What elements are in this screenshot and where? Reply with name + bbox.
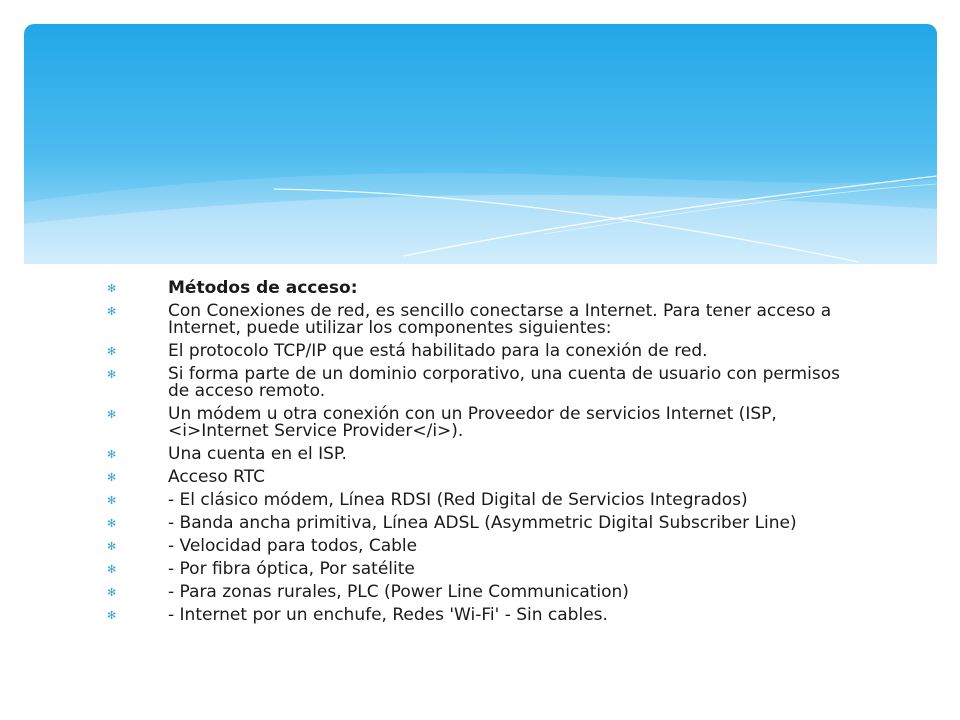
list-item [104, 406, 844, 440]
list-item-text: Métodos de acceso: [168, 278, 358, 298]
list-item [104, 446, 844, 463]
list-item [104, 469, 844, 486]
list-item [104, 561, 844, 578]
list-item-text: - Velocidad para todos, Cable [168, 536, 418, 556]
list-item-text: - Por fibra óptica, Por satélite [168, 559, 415, 579]
asterisk-bullet-icon: ✻ [107, 368, 117, 381]
list-item [104, 280, 844, 297]
asterisk-bullet-icon: ✻ [107, 609, 117, 622]
list-item-text: El protocolo TCP/IP que está habilitado para la conexión de red. [168, 341, 708, 361]
list-item [104, 366, 844, 400]
asterisk-bullet-icon: ✻ [107, 305, 117, 318]
list-item-text: Acceso RTC [168, 467, 265, 487]
asterisk-bullet-icon: ✻ [107, 282, 117, 295]
bullet-list [104, 280, 844, 630]
list-item-text: - El clásico módem, Línea RDSI (Red Digital de Servicios Integrados) [168, 490, 748, 510]
list-item-text: Una cuenta en el ISP. [168, 444, 347, 464]
list-item [104, 303, 844, 337]
list-item [104, 538, 844, 555]
asterisk-bullet-icon: ✻ [107, 586, 117, 599]
list-item [104, 584, 844, 601]
list-item-text: - Banda ancha primitiva, Línea ADSL (Asymmetric Digital Subscriber Line) [168, 513, 797, 533]
list-item-text: Con Conexiones de red, es sencillo conectarse a Internet. Para tener acceso a Internet, puede utilizar los componentes siguientes: [168, 301, 832, 338]
header-banner [24, 24, 937, 264]
asterisk-bullet-icon: ✻ [107, 408, 117, 421]
asterisk-bullet-icon: ✻ [107, 494, 117, 507]
list-item-text: - Para zonas rurales, PLC (Power Line Communication) [168, 582, 629, 602]
list-item-text: Si forma parte de un dominio corporativo, una cuenta de usuario con permisos de acceso remoto. [168, 364, 840, 401]
asterisk-bullet-icon: ✻ [107, 448, 117, 461]
banner-graphic [24, 24, 937, 264]
list-item [104, 607, 844, 624]
asterisk-bullet-icon: ✻ [107, 471, 117, 484]
asterisk-bullet-icon: ✻ [107, 563, 117, 576]
list-item [104, 492, 844, 509]
list-item [104, 515, 844, 532]
list-item-text: Un módem u otra conexión con un Proveedor de servicios Internet (ISP, <i>Internet Service Provider</i>). [168, 404, 777, 441]
list-item-text: - Internet por un enchufe, Redes 'Wi-Fi' - Sin cables. [168, 605, 608, 625]
list-item [104, 343, 844, 360]
asterisk-bullet-icon: ✻ [107, 345, 117, 358]
asterisk-bullet-icon: ✻ [107, 540, 117, 553]
asterisk-bullet-icon: ✻ [107, 517, 117, 530]
